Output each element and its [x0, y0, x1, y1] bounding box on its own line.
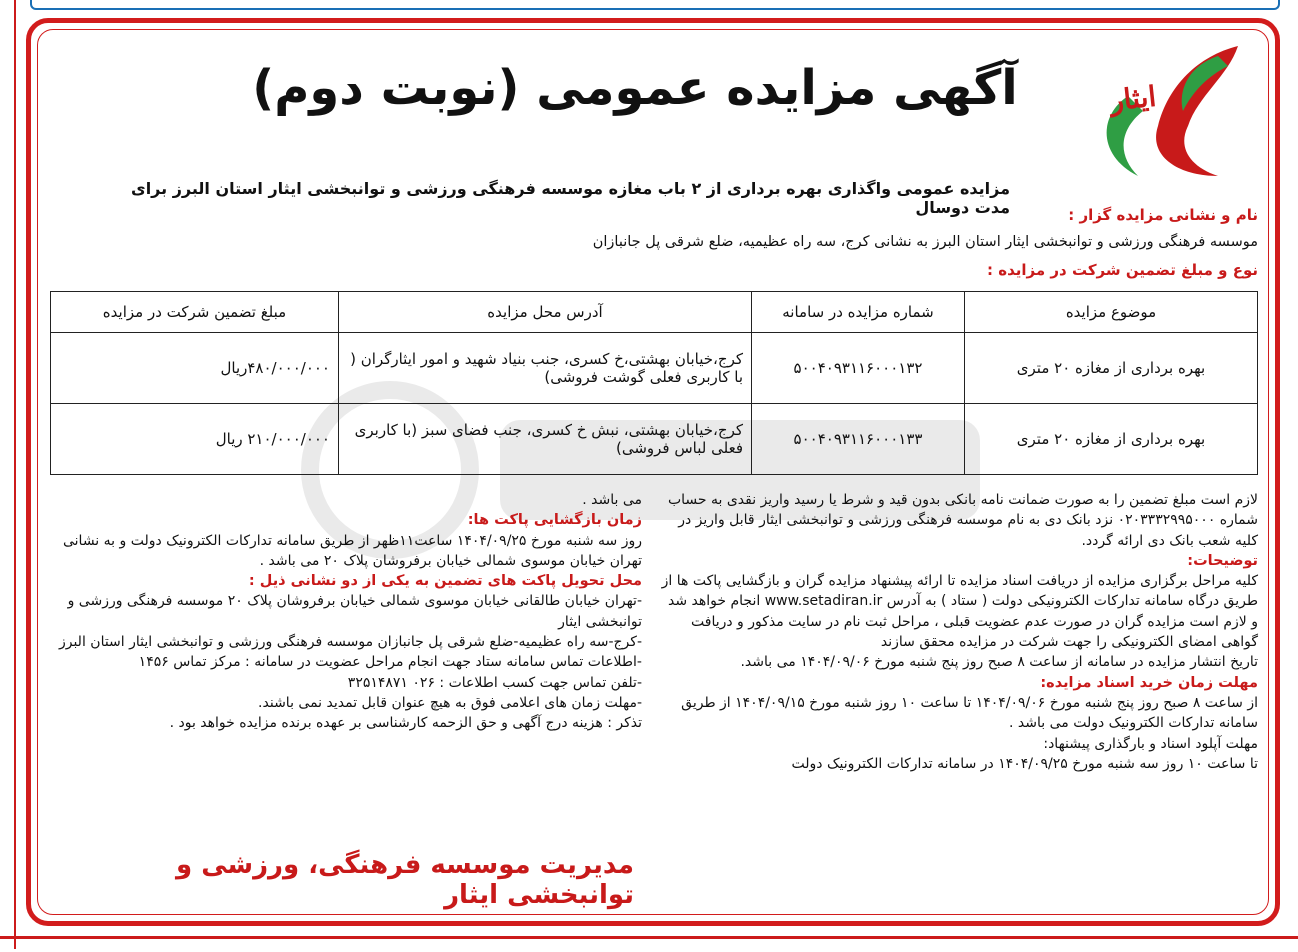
auction-table: [50, 291, 1258, 475]
top-border-strip: [30, 0, 1280, 10]
purchase-deadline-text: از ساعت ۸ صبح روز پنج شنبه مورخ ۱۴۰۴/۰۹/۰۶ تا ساعت ۱۰ روز شنبه مورخ ۱۴۰۴/۰۹/۱۵ از طریق سامانه تدارکات الکترونیک دولت می باشد .: [681, 694, 1258, 732]
row-subject: بهره برداری از مغازه ۲۰ متری: [965, 333, 1258, 404]
page-title: آگهی مزایده عمومی (نوبت دوم): [252, 60, 1018, 116]
contact-info: -اطلاعات تماس سامانه ستاد جهت انجام مراحل عضویت در سامانه : مرکز تماس ۱۴۵۶: [138, 654, 642, 671]
opening-heading: زمان بازگشایی پاکت ها:: [467, 512, 642, 529]
header-number: شماره مزایده در سامانه: [752, 292, 965, 333]
continuation-text: می باشد .: [582, 492, 642, 508]
delivery-address-1: -تهران خیابان طالقانی خیابان موسوی شمالی خیابان برفروشان پلاک ۲۰ موسسه فرهنگی ورزشی و توانبخشی ایثار: [67, 593, 642, 630]
cost-reminder: تذکر : هزینه درج آگهی و حق الزحمه کارشناسی بر عهده برنده مزایده خواهد بود .: [169, 715, 642, 732]
header-address: آدرس محل مزایده: [339, 292, 752, 333]
publish-date-text: تاریخ انتشار مزایده در سامانه از ساعت ۸ صبح روز پنج شنبه مورخ ۱۴۰۴/۰۹/۰۶ می باشد.: [740, 654, 1258, 671]
row-number: ۵۰۰۴۰۹۳۱۱۶۰۰۰۱۳۲: [752, 333, 965, 404]
delivery-heading: محل تحویل پاکت های تضمین به یکی از دو نشانی ذیل :: [248, 573, 642, 590]
table-row: [51, 404, 1258, 475]
upload-deadline-heading: مهلت آپلود اسناد و بارگذاری پیشنهاد:: [1043, 735, 1258, 752]
delivery-address-2: -کرج-سه راه عظیمیه-ضلع شرقی پل جانبازان موسسه فرهنگی ورزشی و توانبخشی ایثار استان البرز: [58, 634, 642, 651]
notes-heading: توضیحات:: [1187, 552, 1258, 569]
logo-lettering: ایثار: [1108, 79, 1158, 118]
guarantee-heading: نوع و مبلغ تضمین شرکت در مزایده :: [987, 261, 1258, 279]
notes-text: کلیه مراحل برگزاری مزایده از دریافت اسناد مزایده تا ارائه پیشنهاد مزایده گران و بازگشایی پاکت ها از طریق درگاه سامانه تدارکات الکترونیکی دولت ( ستاد ) به آدرس www.setadiran.ir انجام خواهد شد و لازم است مزایده گران در صورت عدم عضویت قبلی ، مراحل ثبت نام در سایت مذکور و دریافت گواهی امضای الکترونیکی را جهت شرکت در مزایده محقق سازند: [661, 573, 1258, 651]
row-address: کرج،خیابان بهشتی، نبش خ کسری، جنب فضای سبز (با کاربری فعلی لباس فروشی): [339, 404, 752, 475]
opening-text: روز سه شنبه مورخ ۱۴۰۴/۰۹/۲۵ ساعت۱۱ظهر از طریق سامانه تدارکات الکترونیک دولت و به نشانی تهران خیابان موسوی شمالی خیابان برفروشان پلاک ۲۰ می باشد .: [62, 532, 642, 569]
table-row: [51, 333, 1258, 404]
left-page-edge: [0, 0, 16, 949]
auction-subtitle: مزایده عمومی واگذاری بهره برداری از ۲ باب مغازه موسسه فرهنگی ورزشی و توانبخشی ایثار استان البرز برای مدت دوسال: [131, 179, 1010, 217]
signature-line: مدیریت موسسه فرهنگی، ورزشی و توانبخشی ایثار: [175, 850, 634, 910]
left-column: [44, 490, 642, 734]
row-amount: ۲۱۰/۰۰۰/۰۰۰ ریال: [51, 404, 339, 475]
phone-info: -تلفن تماس جهت کسب اطلاعات : ۰۲۶ ۳۲۵۱۴۸۷۱: [347, 674, 642, 691]
row-subject: بهره برداری از مغازه ۲۰ متری: [965, 404, 1258, 475]
row-address: کرج،خیابان بهشتی،خ کسری، جنب بنیاد شهید و امور ایثارگران ( با کاربری فعلی گوشت فروشی): [339, 333, 752, 404]
header-subject: موضوع مزایده: [965, 292, 1258, 333]
upload-deadline-text: تا ساعت ۱۰ روز سه شنبه مورخ ۱۴۰۴/۰۹/۲۵ در سامانه تدارکات الکترونیک دولت: [791, 755, 1258, 772]
right-column: [660, 490, 1258, 774]
row-number: ۵۰۰۴۰۹۳۱۱۶۰۰۰۱۳۳: [752, 404, 965, 475]
deadline-note: -مهلت زمان های اعلامی فوق به هیچ عنوان قابل تمدید نمی باشند.: [258, 694, 642, 711]
auctioneer-address: موسسه فرهنگی ورزشی و توانبخشی ایثار استان البرز به نشانی کرج، سه راه عظیمیه، ضلع شرقی پل جانبازان: [592, 234, 1258, 250]
guarantee-payment-text: لازم است مبلغ تضمین را به صورت ضمانت نامه بانکی بدون قید و شرط یا رسید واریز نقدی به حساب شماره ۰۲۰۳۳۳۲۹۹۵۰۰۰ نزد بانک دی به نام موسسه فرهنگی ورزشی و توانبخشی ایثار قابل واریز در کلیه شعب بانک دی ارائه گردد.: [667, 492, 1258, 549]
purchase-deadline-heading: مهلت زمان خرید اسناد مزایده:: [1040, 674, 1258, 691]
header-amount: مبلغ تضمین شرکت در مزایده: [51, 292, 339, 333]
row-amount: ۴۸۰/۰۰۰/۰۰۰ریال: [51, 333, 339, 404]
auctioneer-heading: نام و نشانی مزایده گزار :: [1068, 206, 1258, 224]
table-header-row: [51, 292, 1258, 333]
bottom-border-strip: [0, 936, 1298, 952]
